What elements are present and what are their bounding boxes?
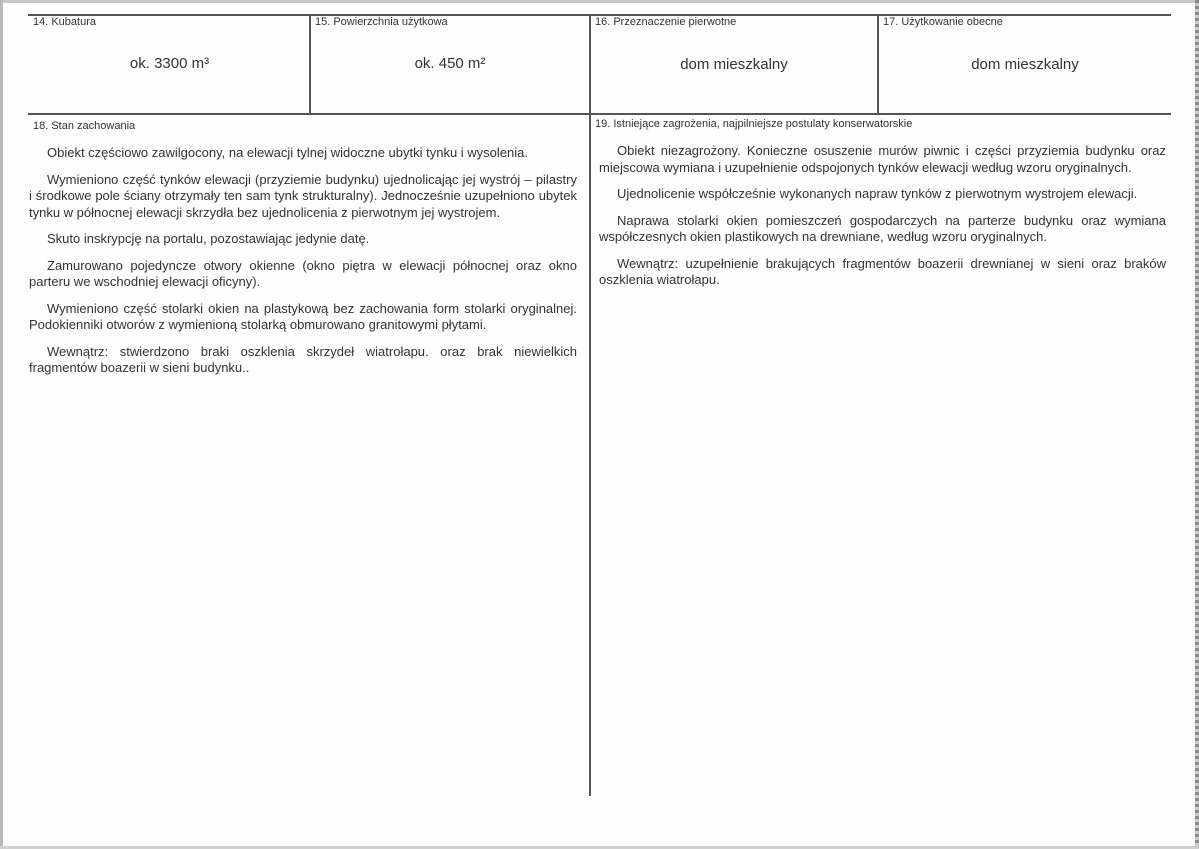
field-16-label: 16. Przeznaczenie pierwotne <box>595 16 737 28</box>
section-18-label: 18. Stan zachowania <box>33 120 136 132</box>
divider-center <box>589 14 591 796</box>
section-18-paragraph: Wymieniono część tynków elewacji (przyziemie budynku) ujednolicając jej wystrój – pilastry i środkowe pole ściany otrzymały ten sam tynk strukturalny). Jednocześnie uzupełniono ubytek tynku w północnej elewacji skrzydła bez ujednolicenia z pierwotnym jej wystrojem. <box>29 171 577 220</box>
section-18-paragraph: Zamurowano pojedyncze otwory okienne (okno piętra w elewacji północnej oraz okno parteru we wschodniej elewacji oficyny). <box>29 257 577 289</box>
field-17-value: dom mieszkalny <box>971 56 1079 73</box>
page-edge-right <box>1195 0 1199 849</box>
section-18-paragraph: Obiekt częściowo zawilgocony, na elewacji tylnej widoczne ubytki tynku i wysolenia. <box>47 145 528 160</box>
field-15-value: ok. 450 m² <box>414 55 486 72</box>
section-19-paragraph: Naprawa stolarki okien pomieszczeń gospodarczych na parterze budynku oraz wymiana współczesnych okien plastikowych na drewniane, według wzoru oryginalnych. <box>599 212 1166 244</box>
field-14-value: ok. 3300 m³ <box>129 55 210 72</box>
section-18-paragraph: Skuto inskrypcję na portalu, pozostawiając jedynie datę. <box>47 231 370 246</box>
field-14-label: 14. Kubatura <box>33 16 96 28</box>
section-18-paragraph: Wewnątrz: stwierdzono braki oszklenia skrzydeł wiatrołapu. oraz brak niewielkich fragmentów boazerii w sieni budynku.. <box>29 343 577 375</box>
field-15-label: 15. Powierzchnia użytkowa <box>315 16 448 28</box>
section-19-paragraph: Wewnątrz: uzupełnienie brakujących fragmentów boazerii drewnianej w sieni oraz braków oszklenia wiatrołapu. <box>599 255 1166 287</box>
section-19-paragraph: Ujednolicenie współcześnie wykonanych napraw tynków z pierwotnym wystrojem elewacji. <box>617 186 1138 201</box>
field-16-value: dom mieszkalny <box>680 56 788 73</box>
section-19-paragraph: Obiekt niezagrożony. Konieczne osuszenie murów piwnic i części przyziemia budynku oraz miejscowa wymiana i uzupełnienie odspojonych tynków elewacji według wzoru oryginalnych. <box>599 143 1166 175</box>
section-19-text <box>599 143 1166 299</box>
table-middle-border <box>28 113 1171 115</box>
page-edge-top <box>0 0 1199 3</box>
page-edge-left <box>0 0 3 849</box>
section-18-text <box>29 145 577 387</box>
field-17-label: 17. Użytkowanie obecne <box>883 16 1003 28</box>
section-18-paragraph: Wymieniono część stolarki okien na plastykową bez zachowania form stolarki oryginalnej. Podokienniki otworów z wymienioną stolarką obmurowano granitowymi płytami. <box>29 300 577 332</box>
section-19-label: 19. Istniejące zagrożenia, najpilniejsze postulaty konserwatorskie <box>595 118 913 130</box>
